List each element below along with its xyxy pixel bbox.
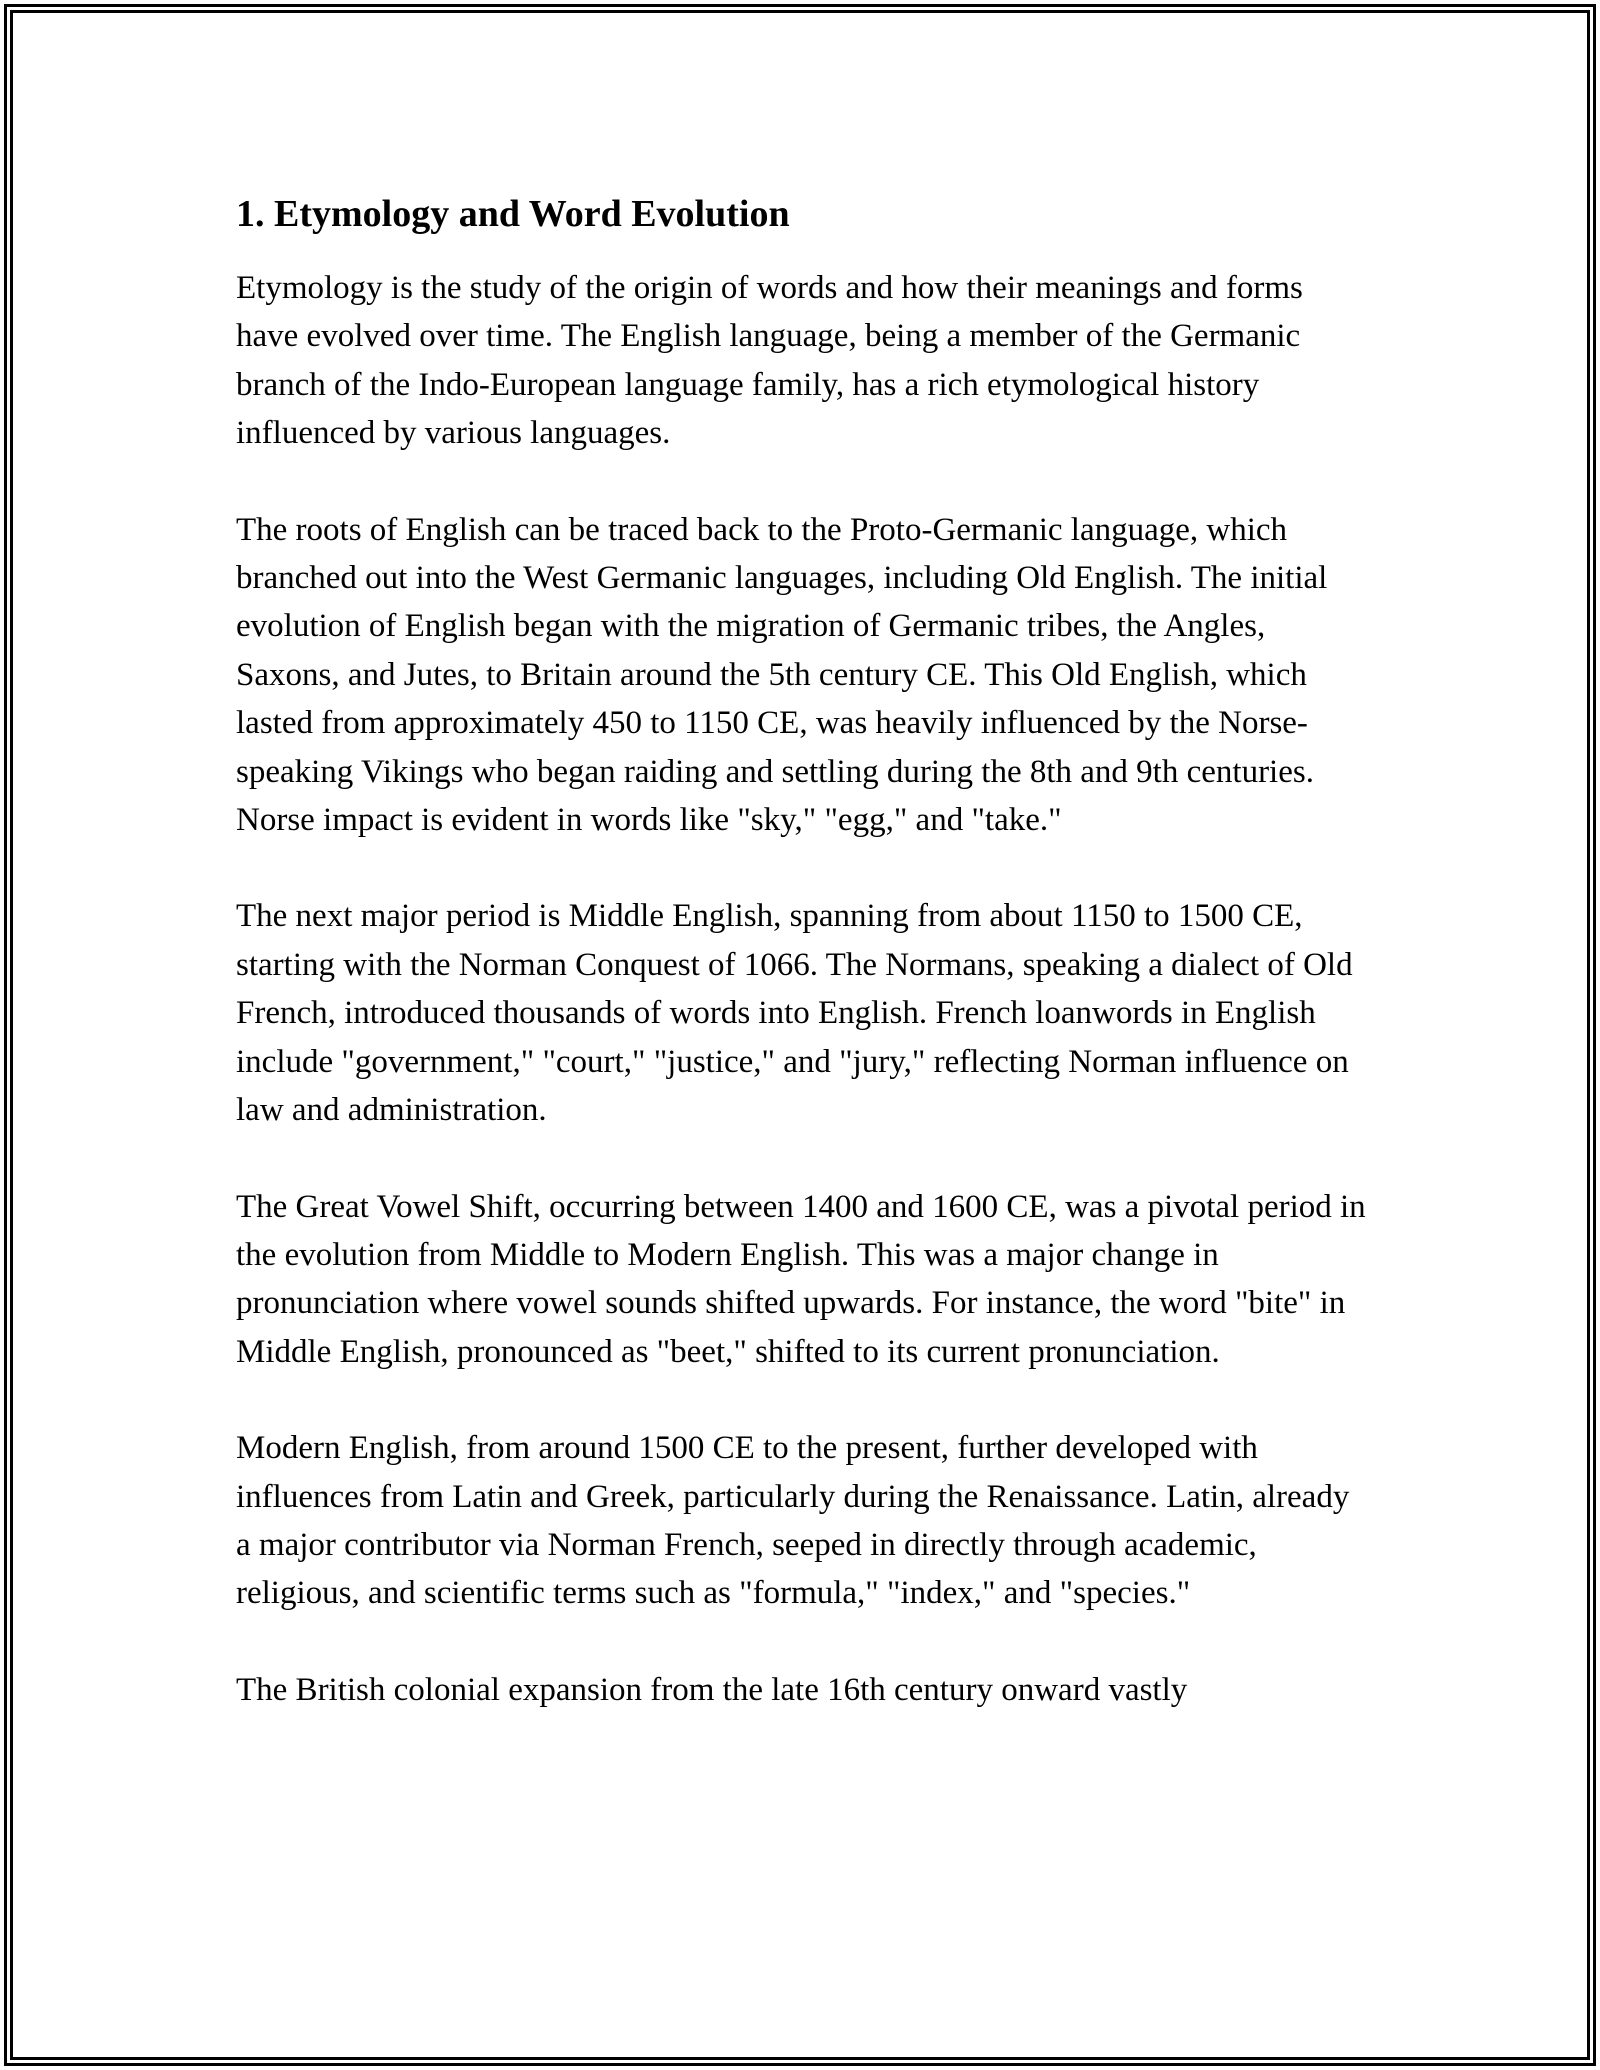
paragraph-modern-english: Modern English, from around 1500 CE to the present, further developed with influences from Latin and Greek, particularly during the Renaissance. Latin, already a major contributor via Norman French, seeped in directly through academic, religious, and scientific terms such as "formula," "index," and "species." bbox=[236, 1430, 1350, 1612]
paragraph-middle-english: The next major period is Middle English, spanning from about 1150 to 1500 CE, starting with the Norman Conquest of 1066. The Normans, speaking a dialect of Old French, introduced thousands of words into English. French loanwords in English include "government," "court," "justice," and "jury," reflecting Norman influence on law and administration. bbox=[236, 898, 1353, 1129]
paragraph-etymology-intro: Etymology is the study of the origin of words and how their meanings and forms have evolved over time. The English language, being a member of the Germanic branch of the Indo-European language family, has a rich etymological history influenced by various languages. bbox=[236, 270, 1303, 452]
paragraph-great-vowel-shift: The Great Vowel Shift, occurring between 1400 and 1600 CE, was a pivotal period in the evolution from Middle to Modern English. This was a major change in pronunciation where vowel sounds shifted upwards. For instance, the word "bite" in Middle English, pronounced as "beet," shifted to its current pronunciation. bbox=[236, 1188, 1366, 1370]
document-body bbox=[236, 186, 1366, 1714]
section-heading: 1. Etymology and Word Evolution bbox=[236, 193, 790, 235]
paragraph-old-english: The roots of English can be traced back to the Proto-Germanic language, which branched out into the West Germanic languages, including Old English. The initial evolution of English began with the migration of Germanic tribes, the Angles, Saxons, and Jutes, to Britain around the 5th century CE. This Old English, which lasted from approximately 450 to 1150 CE, was heavily influenced by the Norse-speaking Vikings who began raiding and settling during the 8th and 9th centuries. Norse impact is evident in words like "sky," "egg," and "take." bbox=[236, 511, 1328, 839]
paragraph-colonial-expansion: The British colonial expansion from the late 16th century onward vastly bbox=[236, 1671, 1188, 1708]
